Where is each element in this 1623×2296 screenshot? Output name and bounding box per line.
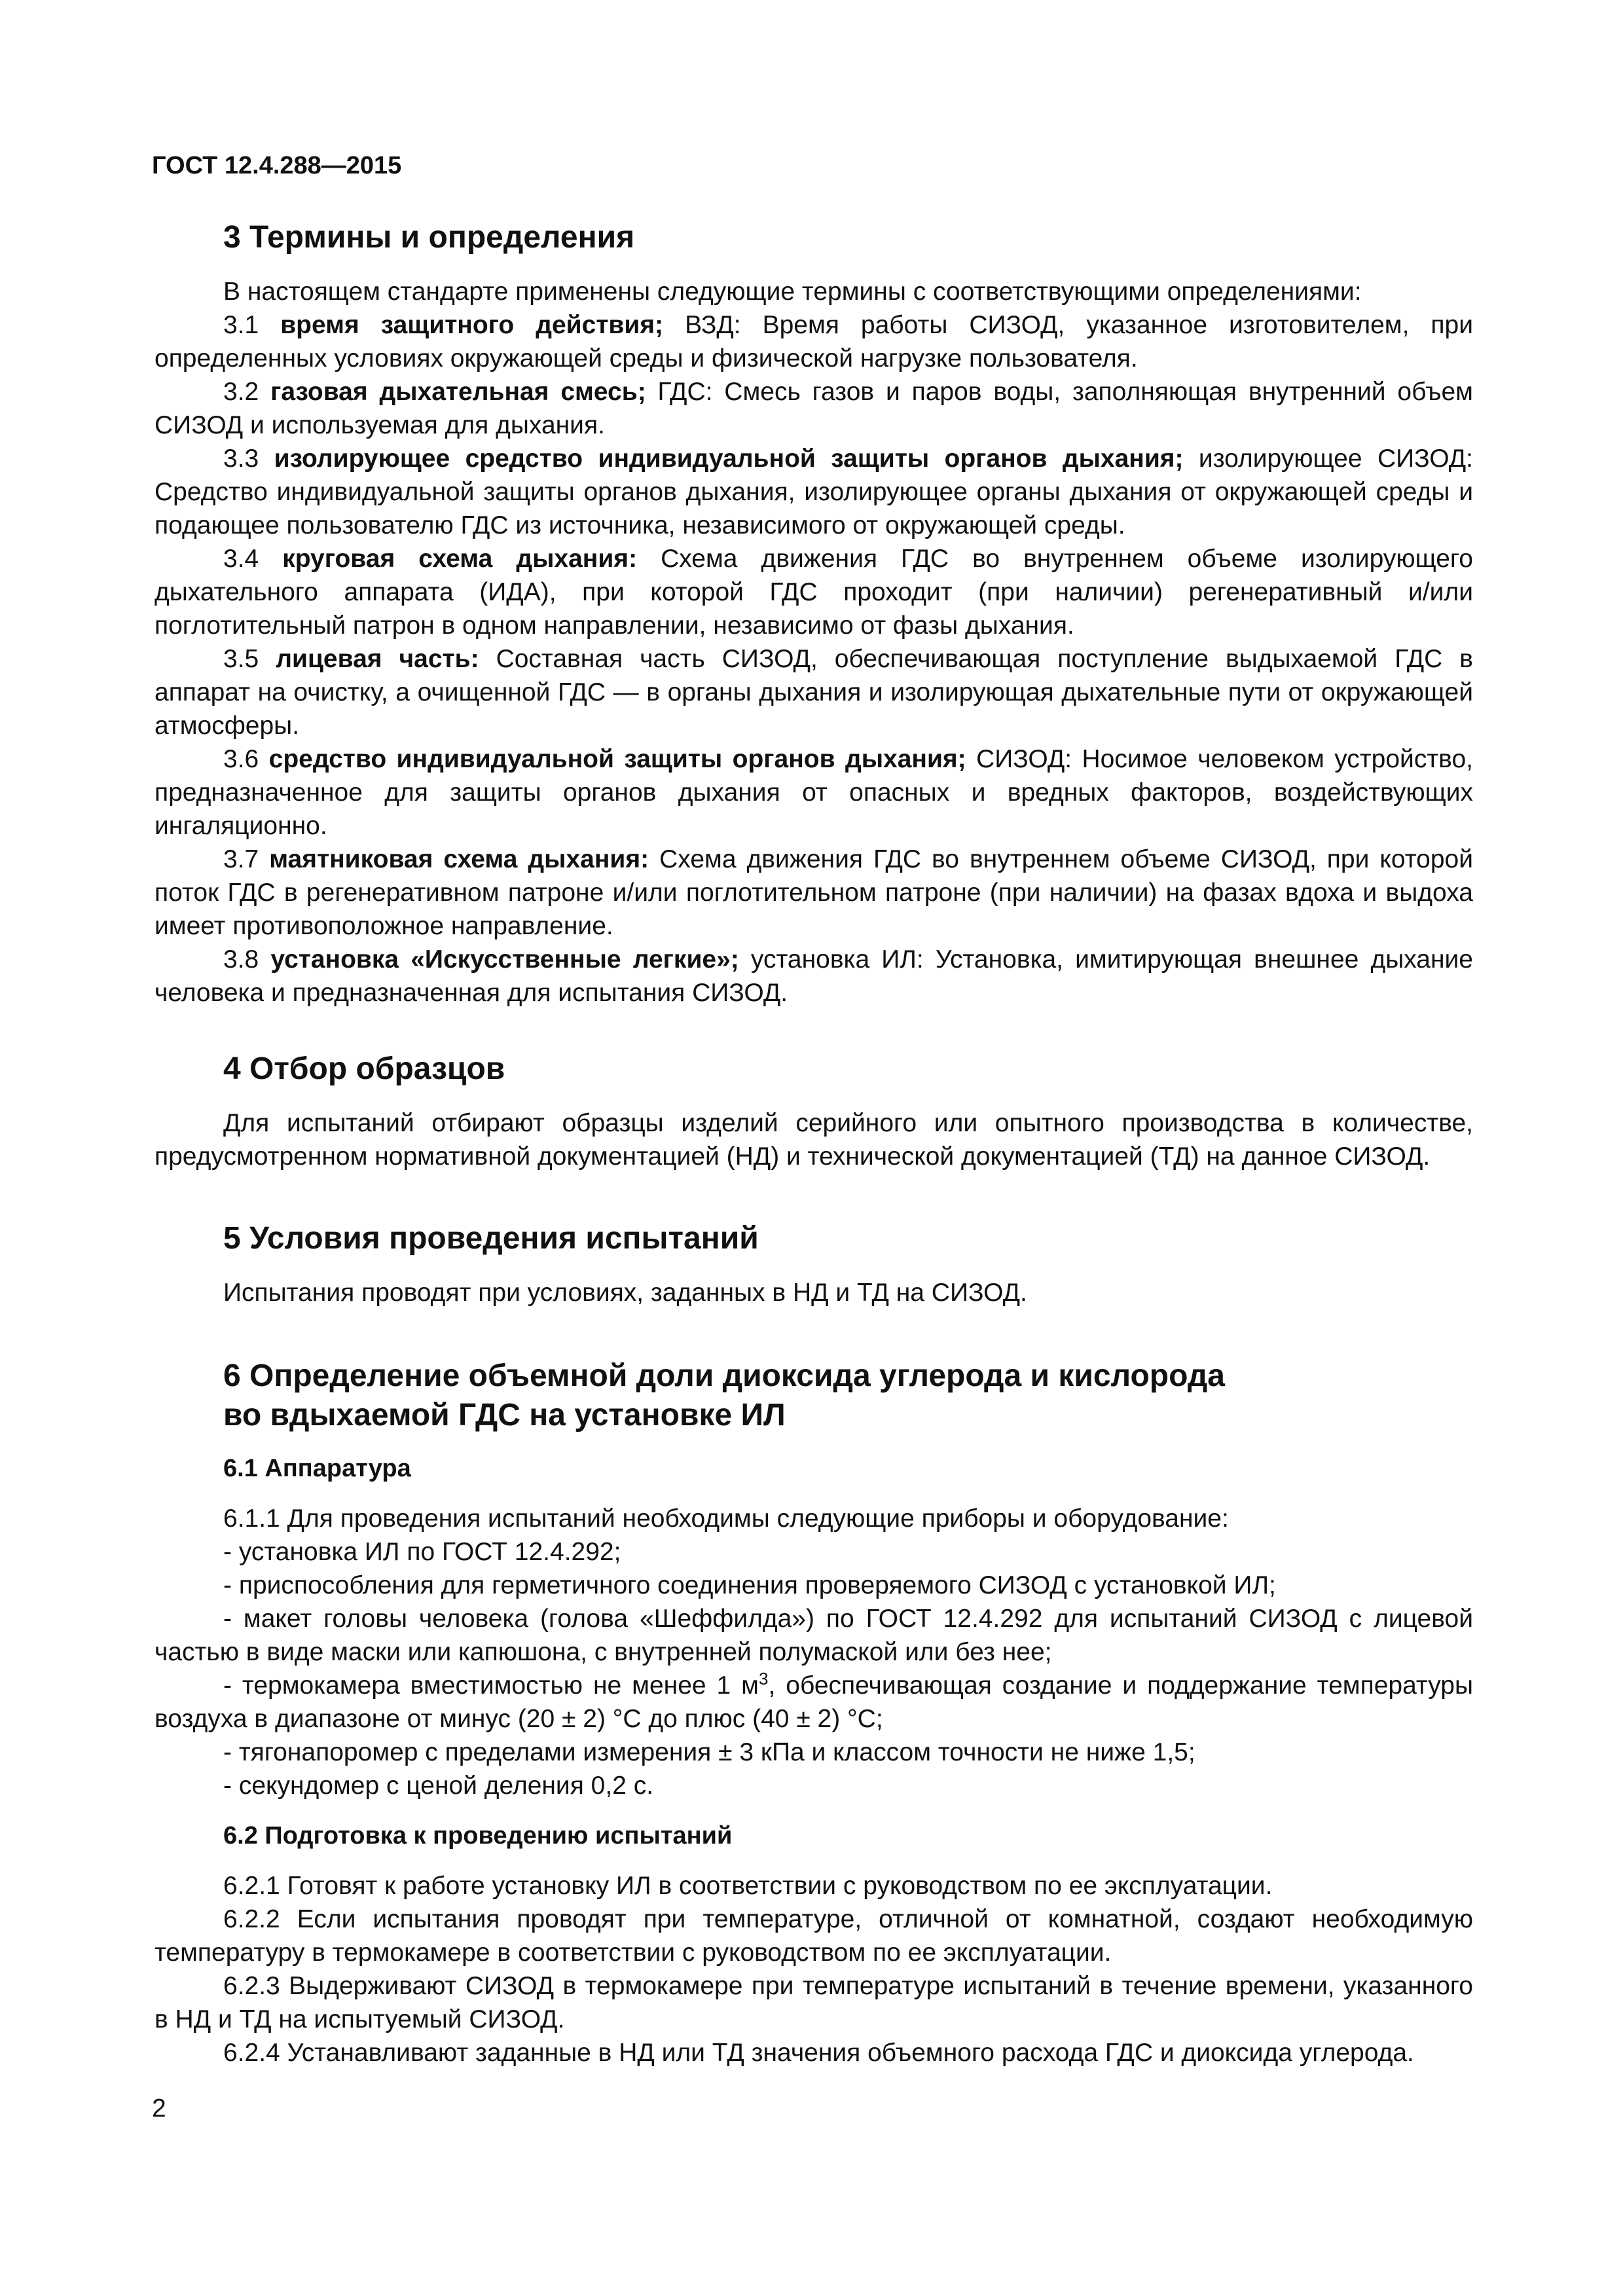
term-3-8: 3.8 установка «Искусственные легкие»; установка ИЛ: Установка, имитирующая внешнее дыхание человека и предназначенная для испытания СИЗОД. bbox=[155, 945, 1473, 1007]
para-6-2-1: 6.2.1 Готовят к работе установку ИЛ в соответствии с руководством по ее эксплуатации. bbox=[223, 1872, 1273, 1900]
term-name: время защитного действия; bbox=[280, 311, 664, 339]
term-3-2: 3.2 газовая дыхательная смесь; ГДС: Смесь газов и паров воды, заполняющая внутренний объем СИЗОД и используемая для дыхания. bbox=[155, 378, 1473, 439]
term-3-6: 3.6 средство индивидуальной защиты органов дыхания; СИЗОД: Носимое человеком устройство, предназначенное для защиты органов дыхания от опасных и вредных факторов, воздействующих ингаляционно. bbox=[155, 745, 1473, 840]
list-item: - установка ИЛ по ГОСТ 12.4.292; bbox=[223, 1538, 621, 1566]
document-code: ГОСТ 12.4.288—2015 bbox=[152, 152, 402, 179]
superscript: 3 bbox=[759, 1669, 769, 1688]
term-name: средство индивидуальной защиты органов дыхания; bbox=[268, 745, 966, 773]
term-3-7: 3.7 маятниковая схема дыхания: Схема движения ГДС во внутреннем объеме СИЗОД, при которой поток ГДС в регенеративном патроне и/или поглотительном патроне (при наличии) на фазах вдоха и выдоха имеет противоположное направление. bbox=[155, 845, 1473, 940]
list-item: - секундомер с ценой деления 0,2 с. bbox=[223, 1772, 654, 1800]
term-3-4: 3.4 круговая схема дыхания: Схема движения ГДС во внутреннем объеме изолирующего дыхательного аппарата (ИДА), при которой ГДС проходит (при наличии) регенеративный и/или поглотительный патрон в одном направлении, независимо от фазы дыхания. bbox=[155, 545, 1473, 640]
term-name: маятниковая схема дыхания: bbox=[269, 845, 649, 873]
term-name: установка «Искусственные легкие»; bbox=[270, 945, 739, 974]
list-item: - макет головы человека (голова «Шеффилда») по ГОСТ 12.4.292 для испытаний СИЗОД с лицевой частью в виде маски или капюшона, с внутренней полумаской или без нее; bbox=[155, 1605, 1473, 1666]
para-6-2-3: 6.2.3 Выдерживают СИЗОД в термокамере при температуре испытаний в течение времени, указанного в НД и ТД на испытуемый СИЗОД. bbox=[155, 1972, 1473, 2033]
section-5-text: Испытания проводят при условиях, заданных в НД и ТД на СИЗОД. bbox=[223, 1279, 1027, 1307]
section-conditions bbox=[155, 1219, 1473, 1309]
section-4-text: Для испытаний отбирают образцы изделий серийного или опытного производства в количестве, предусмотренном нормативной документацией (НД) и технической документацией (ТД) на данное СИЗОД. bbox=[155, 1109, 1473, 1171]
subsection-6-1-heading: 6.1 Аппаратура bbox=[223, 1455, 411, 1482]
section-3-heading: 3 Термины и определения bbox=[223, 220, 635, 255]
section-6-heading-line1: 6 Определение объемной доли диоксида углерода и кислорода bbox=[223, 1358, 1225, 1393]
term-name: изолирующее средство индивидуальной защиты органов дыхания; bbox=[274, 445, 1184, 473]
subsection-6-2-heading: 6.2 Подготовка к проведению испытаний bbox=[223, 1822, 733, 1850]
term-name: круговая схема дыхания: bbox=[282, 545, 638, 573]
list-item: - тягонапоромер с пределами измерения ± 3 кПа и классом точности не ниже 1,5; bbox=[223, 1738, 1195, 1766]
section-6-heading-line2: во вдыхаемой ГДС на установке ИЛ bbox=[223, 1398, 786, 1432]
page-number: 2 bbox=[152, 2094, 166, 2123]
list-item: - приспособления для герметичного соединения проверяемого СИЗОД с установкой ИЛ; bbox=[223, 1571, 1276, 1599]
term-3-1: 3.1 время защитного действия; ВЗД: Время работы СИЗОД, указанное изготовителем, при определенных условиях окружающей среды и физической нагрузке пользователя. bbox=[155, 311, 1473, 373]
section-terms bbox=[155, 218, 1473, 1010]
term-3-3: 3.3 изолирующее средство индивидуальной защиты органов дыхания; изолирующее СИЗОД: Средство индивидуальной защиты органов дыхания, изолирующее органы дыхания от окружающей среды и подающее пользователю ГДС из источника, независимого от окружающей среды. bbox=[155, 445, 1473, 539]
para-6-1-1: 6.1.1 Для проведения испытаний необходимы следующие приборы и оборудование: bbox=[223, 1504, 1229, 1533]
section-4-heading: 4 Отбор образцов bbox=[223, 1051, 505, 1086]
term-name: лицевая часть: bbox=[276, 645, 479, 673]
para-6-2-2: 6.2.2 Если испытания проводят при температуре, отличной от комнатной, создают необходимую температуру в термокамере в соответствии с руководством по ее эксплуатации. bbox=[155, 1905, 1473, 1967]
section-measurement bbox=[155, 1357, 1473, 2069]
para-6-2-4: 6.2.4 Устанавливают заданные в НД или ТД значения объемного расхода ГДС и диоксида углерода. bbox=[223, 2039, 1414, 2067]
section-3-intro: В настоящем стандарте применены следующие термины с соответствующими определениями: bbox=[223, 278, 1362, 306]
term-name: газовая дыхательная смесь; bbox=[270, 378, 646, 406]
list-item-thermochamber: - термокамера вместимостью не менее 1 $м^3$, обеспечивающая создание и поддержание температуры воздуха в диапазоне от минус (20 ± 2) °С до плюс (40 ± 2) °С; bbox=[155, 1669, 1473, 1733]
section-sampling bbox=[155, 1049, 1473, 1173]
section-5-heading: 5 Условия проведения испытаний bbox=[223, 1221, 759, 1256]
term-3-5: 3.5 лицевая часть: Составная часть СИЗОД, обеспечивающая поступление выдыхаемой ГДС в аппарат на очистку, а очищенной ГДС — в органы дыхания и изолирующая дыхательные пути от окружающей атмосферы. bbox=[155, 645, 1473, 740]
